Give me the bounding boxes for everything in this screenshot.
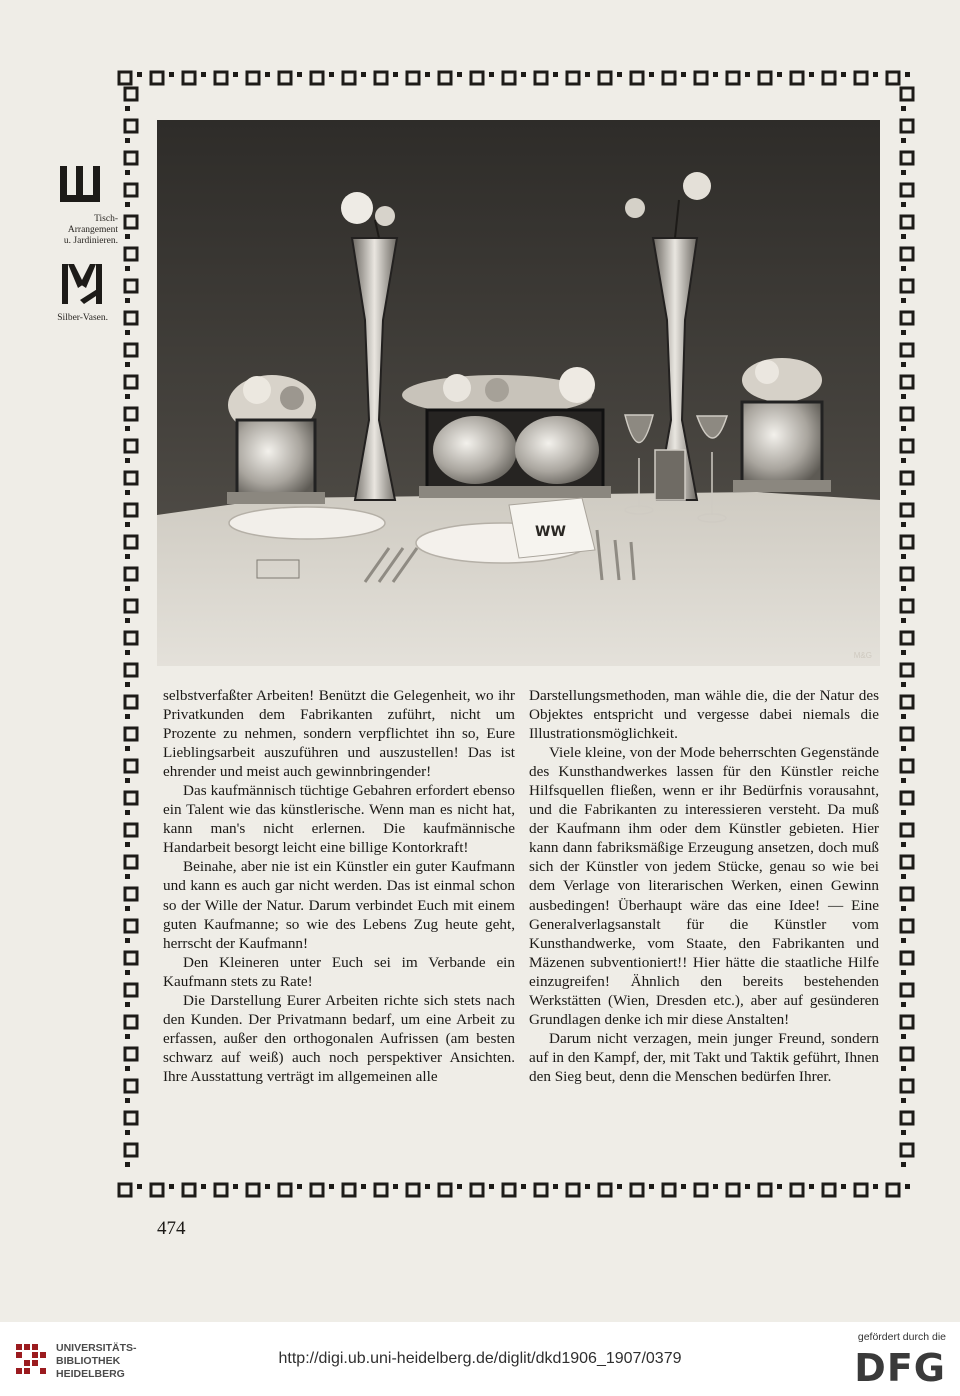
text-column-left [163,686,515,1086]
silver-vases-monogram-icon [60,262,104,310]
ornamental-border-left [122,86,140,1182]
permalink-url[interactable]: http://digi.ub.uni-heidelberg.de/diglit/dkd1906_1907/0379 [278,1350,682,1367]
institution-line-2: BIBLIOTHEK [56,1355,121,1367]
funded-by-label: gefördert durch die [857,1331,946,1343]
photo-watermark: M&G [853,651,872,660]
paragraph: Die Darstellung Eurer Arbeiten richte sich stets nach den Kunden. Der Privatmann bedarf, um eine Arbeit zu erfassen, außer den orthogonalen Aufrissen (am besten schwarz auf weiß) auch noch perspektiver Ansichten. Ihre Ausstattung verträgt im allgemeinen alle [163,991,515,1085]
paragraph: Viele kleine, von der Mode beherrschten Gegenstände des Kunsthandwerkes lassen für den Künstler reiche Hilfsquellen fließen, wenn er ihr Bedürfnis vorausahnt, und die Fabrikanten zu interessieren versteht. Da muß der Kaufmann ihm oder dem Künstler gebieten. Hier kann dann fabriksmäßige Erzeugung ansetzen, doch muß sich der Künstler von jedem Stücke, genau so wie bei dem Verlage von literarischen Werken, einen Gewinn ausbedingen! Überhaupt wäre das eine Idee! — Eine Generalverlagsanstalt für die Künstler vom Kunsthandwerke, vom Staate, den Fabrikanten und Mäzenen subventioniert!! Hier hätte die staatliche Hilfe einzugreifen! Ähnlich den bereits bestehenden Werkstätten (Wien, Dresden etc.), aber auf gesünderen Grundlagen denke ich mir diese Anstalten! [529,744,879,1028]
paragraph: Darum nicht verzagen, mein junger Freund, sondern auf in den Kampf, der, mit Takt und Taktik geführt, Ihnen den Sieg beut, denn die Menschen bedürfen Ihrer. [529,1029,879,1085]
table-arrangement-photograph [157,120,880,666]
margin-caption-line: Tisch- [94,214,118,224]
page-number: 474 [157,1218,186,1239]
margin-caption-table-arrangement [30,214,118,247]
dfg-logo: DFG [854,1346,946,1390]
wiener-werkstaette-monogram-icon [58,162,102,210]
institution-line-1: UNIVERSITÄTS- [56,1342,137,1354]
paragraph: Darstellungsmethoden, man wähle die, die der Natur des Objektes entspricht und vergesse dabei niemals die Illustrationsmöglichkeit. [529,687,879,743]
margin-caption-line: Silber-Vasen. [57,313,108,323]
ornamental-border-top [117,68,919,88]
paragraph: Das kaufmännisch tüchtige Gebahren erfordert ebenso ein Talent wie das künstlerische. Wenn man es nicht hat, kann man's nicht erlernen. Die kaufmännische Handarbeit besorgt leicht eine billige Kontorkraft! [163,782,515,857]
margin-caption-silver-vases [30,313,108,324]
ornamental-border-right [898,86,916,1182]
paragraph: selbstverfaßter Arbeiten! Benützt die Gelegenheit, wo ihr Privatkunden dem Fabrikanten zuführt, nicht um Prozente zu nehmen, sondern verpflichtet ihn so, Eure Lieblingsarbeit auszuführen und auszustellen! Das ist ehrender und meist auch gewinnbringender! [163,687,515,781]
institution-line-3: HEIDELBERG [56,1368,125,1380]
paragraph: Den Kleineren unter Euch sei im Verbande ein Kaufmann stets zu Rate! [163,953,515,990]
digitization-footer [0,1322,960,1396]
margin-caption-line: Arrangement [67,225,118,235]
margin-caption-line: u. Jardinieren. [63,236,118,246]
ornamental-border-bottom [117,1180,919,1200]
paragraph: Beinahe, aber nie ist ein Künstler ein guter Kaufmann und kann es auch gar nicht werden. Das ist einmal schon so der Wille der Natur. Darum verbindet Euch mit einem guten Kaufmanne; so wie des Lebens Zug heute geht, herrscht der Kaufmann! [163,858,515,952]
svg-text:WW: WW [535,524,566,540]
text-column-right [529,686,879,1086]
